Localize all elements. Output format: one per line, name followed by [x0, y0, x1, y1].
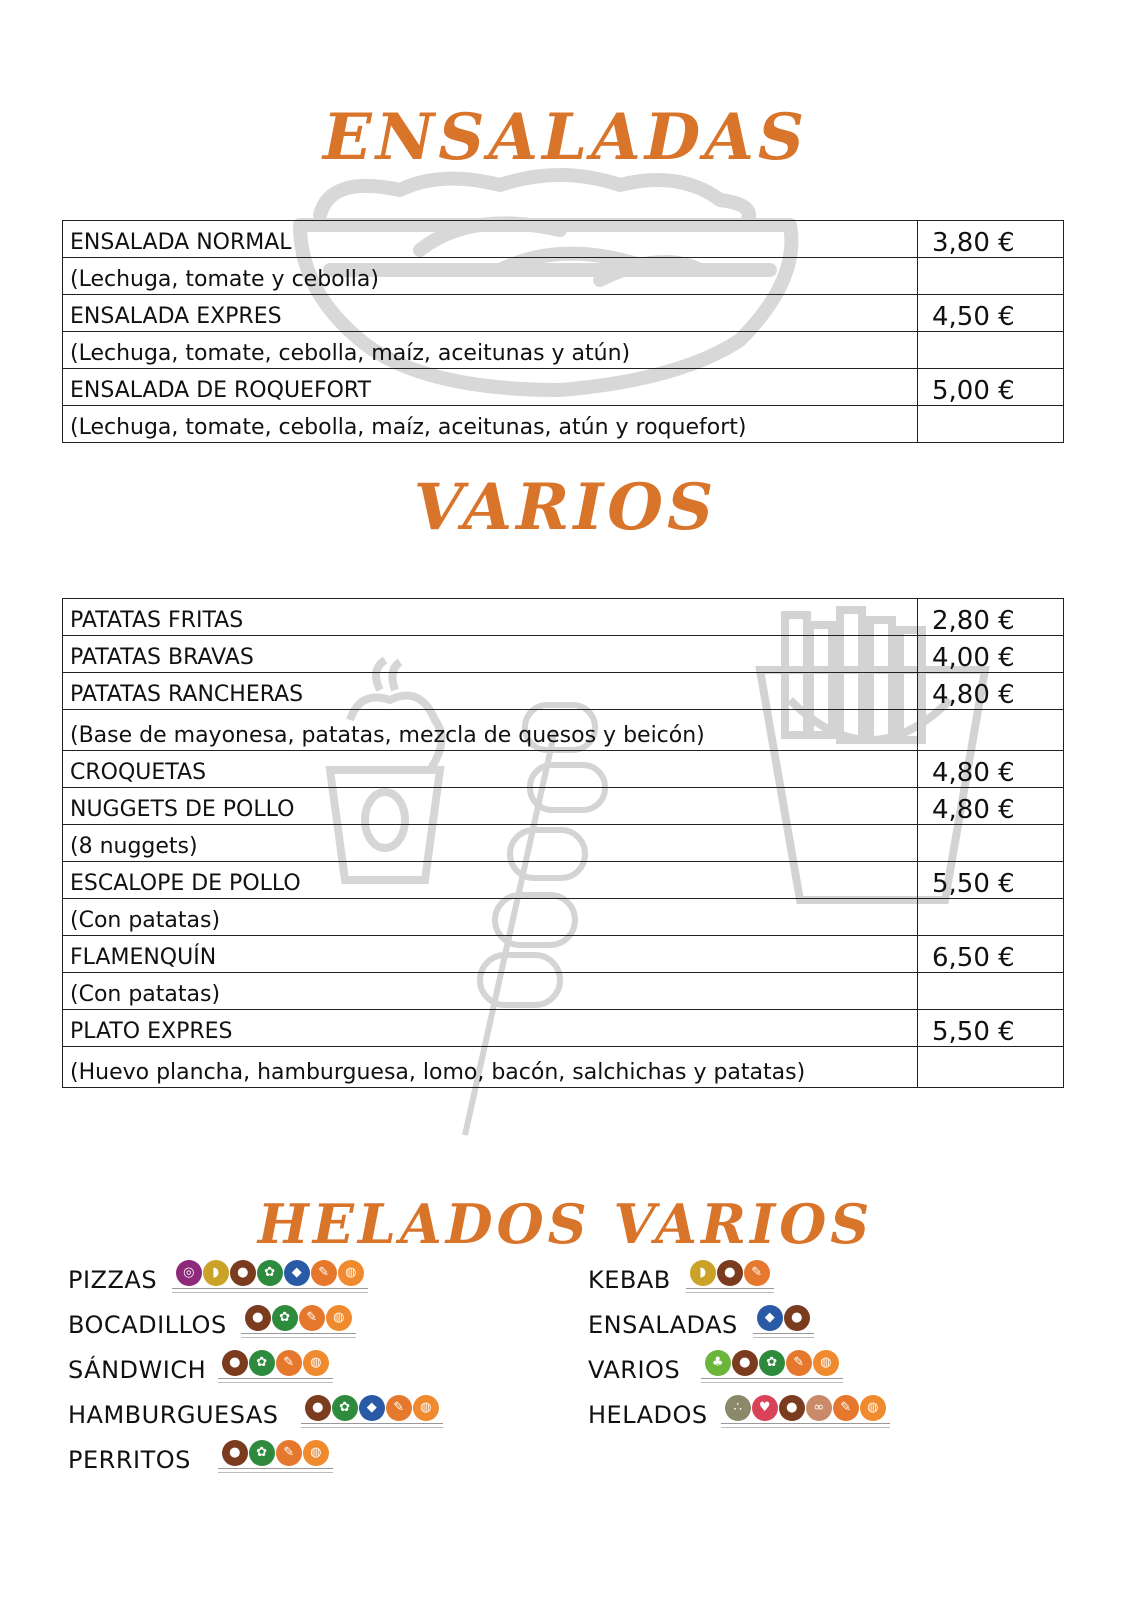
allergen-icons: [222, 1350, 462, 1390]
menu-row: [63, 673, 1064, 710]
item-price: [918, 973, 1064, 1010]
item-name: (Con patatas): [63, 899, 918, 936]
allergen-icons: [305, 1395, 545, 1435]
soja-icon: ✿: [257, 1260, 283, 1286]
soja-icon: ✿: [332, 1395, 358, 1421]
huevo-icon: ◍: [813, 1350, 839, 1376]
allergen-row-label: VARIOS: [588, 1356, 681, 1384]
menu-row: [63, 973, 1064, 1010]
item-name: PATATAS FRITAS: [63, 599, 918, 636]
item-name: (Lechuga, tomate, cebolla, maíz, aceitunas y atún): [63, 332, 918, 369]
allergen-icons: [705, 1350, 945, 1390]
item-price: 4,50 €: [918, 295, 1064, 332]
allergen-icons: [176, 1260, 416, 1300]
item-name: ENSALADA NORMAL: [63, 221, 918, 258]
ensaladas-table: [62, 220, 1064, 443]
item-name: FLAMENQUÍN: [63, 936, 918, 973]
huevo-icon: ◍: [413, 1395, 439, 1421]
pescado-icon: ◆: [757, 1305, 783, 1331]
item-price: [918, 332, 1064, 369]
menu-row: [63, 258, 1064, 295]
item-price: [918, 406, 1064, 443]
menu-row: [63, 862, 1064, 899]
item-price: [918, 1047, 1064, 1088]
lacteos-icon: ●: [222, 1350, 248, 1376]
menu-row: [63, 1010, 1064, 1047]
gluten-icon: ✎: [833, 1395, 859, 1421]
apio-icon: ♣: [705, 1350, 731, 1376]
moluscos-icon: ◗: [690, 1260, 716, 1286]
lacteos-icon: ●: [732, 1350, 758, 1376]
item-price: 4,80 €: [918, 751, 1064, 788]
item-price: 4,80 €: [918, 673, 1064, 710]
pescado-icon: ◆: [359, 1395, 385, 1421]
allergen-row-label: KEBAB: [588, 1266, 671, 1294]
soja-icon: ✿: [249, 1350, 275, 1376]
allergen-row-label: BOCADILLOS: [68, 1311, 227, 1339]
cacahuetes-icon: ∞: [806, 1395, 832, 1421]
helados-title: HELADOS VARIOS: [257, 1192, 874, 1256]
allergen-icons: [222, 1440, 462, 1480]
allergen-row-label: SÁNDWICH: [68, 1356, 207, 1384]
menu-row: [63, 710, 1064, 751]
lacteos-icon: ●: [779, 1395, 805, 1421]
item-price: [918, 710, 1064, 751]
menu-row: [63, 406, 1064, 443]
item-name: CROQUETAS: [63, 751, 918, 788]
soja-icon: ✿: [249, 1440, 275, 1466]
varios-title: VARIOS: [413, 470, 718, 545]
menu-row: [63, 936, 1064, 973]
item-price: 2,80 €: [918, 599, 1064, 636]
menu-row: [63, 221, 1064, 258]
item-price: 5,50 €: [918, 862, 1064, 899]
menu-row: [63, 295, 1064, 332]
allergen-icons: [245, 1305, 485, 1345]
huevo-icon: ◍: [860, 1395, 886, 1421]
soja-icon: ✿: [759, 1350, 785, 1376]
item-name: ENSALADA EXPRES: [63, 295, 918, 332]
item-price: 4,80 €: [918, 788, 1064, 825]
allergen-row-label: HELADOS: [588, 1401, 708, 1429]
gluten-icon: ✎: [276, 1440, 302, 1466]
soja-icon: ✿: [272, 1305, 298, 1331]
allergen-row-label: ENSALADAS: [588, 1311, 738, 1339]
item-name: ENSALADA DE ROQUEFORT: [63, 369, 918, 406]
frutos-cascara-icon: ♥: [752, 1395, 778, 1421]
menu-row: [63, 636, 1064, 673]
huevo-icon: ◍: [326, 1305, 352, 1331]
item-name: ESCALOPE DE POLLO: [63, 862, 918, 899]
item-name: PATATAS BRAVAS: [63, 636, 918, 673]
allergen-icons: [725, 1395, 965, 1435]
item-price: 6,50 €: [918, 936, 1064, 973]
moluscos-icon: ◗: [203, 1260, 229, 1286]
menu-row: [63, 899, 1064, 936]
item-price: [918, 899, 1064, 936]
item-name: PLATO EXPRES: [63, 1010, 918, 1047]
huevo-icon: ◍: [338, 1260, 364, 1286]
menu-row: [63, 751, 1064, 788]
item-price: 3,80 €: [918, 221, 1064, 258]
menu-row: [63, 332, 1064, 369]
menu-row: [63, 1047, 1064, 1088]
item-name: (8 nuggets): [63, 825, 918, 862]
lacteos-icon: ●: [222, 1440, 248, 1466]
lacteos-icon: ●: [305, 1395, 331, 1421]
gluten-icon: ✎: [311, 1260, 337, 1286]
allergen-icons: [690, 1260, 930, 1300]
item-name: NUGGETS DE POLLO: [63, 788, 918, 825]
item-price: 4,00 €: [918, 636, 1064, 673]
lacteos-icon: ●: [245, 1305, 271, 1331]
varios-table: [62, 598, 1064, 1088]
item-name: PATATAS RANCHERAS: [63, 673, 918, 710]
item-price: 5,00 €: [918, 369, 1064, 406]
menu-row: [63, 788, 1064, 825]
huevo-icon: ◍: [303, 1440, 329, 1466]
lacteos-icon: ●: [784, 1305, 810, 1331]
pescado-icon: ◆: [284, 1260, 310, 1286]
menu-row: [63, 599, 1064, 636]
item-price: [918, 825, 1064, 862]
item-price: [918, 258, 1064, 295]
sesamo-icon: ∴: [725, 1395, 751, 1421]
item-price: 5,50 €: [918, 1010, 1064, 1047]
allergen-row-label: HAMBURGUESAS: [68, 1401, 279, 1429]
item-name: (Lechuga, tomate y cebolla): [63, 258, 918, 295]
menu-row: [63, 825, 1064, 862]
item-name: (Lechuga, tomate, cebolla, maíz, aceitunas, atún y roquefort): [63, 406, 918, 443]
allergen-row-label: PERRITOS: [68, 1446, 191, 1474]
item-name: (Con patatas): [63, 973, 918, 1010]
gluten-icon: ✎: [276, 1350, 302, 1376]
item-name: (Base de mayonesa, patatas, mezcla de quesos y beicón): [63, 710, 918, 751]
item-name: (Huevo plancha, hamburguesa, lomo, bacón, salchichas y patatas): [63, 1047, 918, 1088]
lacteos-icon: ●: [717, 1260, 743, 1286]
sulfitos-icon: ◎: [176, 1260, 202, 1286]
huevo-icon: ◍: [303, 1350, 329, 1376]
gluten-icon: ✎: [744, 1260, 770, 1286]
lacteos-icon: ●: [230, 1260, 256, 1286]
allergen-icons: [757, 1305, 997, 1345]
menu-row: [63, 369, 1064, 406]
ensaladas-title: ENSALADAS: [322, 100, 809, 175]
gluten-icon: ✎: [299, 1305, 325, 1331]
gluten-icon: ✎: [786, 1350, 812, 1376]
allergen-row-label: PIZZAS: [68, 1266, 158, 1294]
gluten-icon: ✎: [386, 1395, 412, 1421]
